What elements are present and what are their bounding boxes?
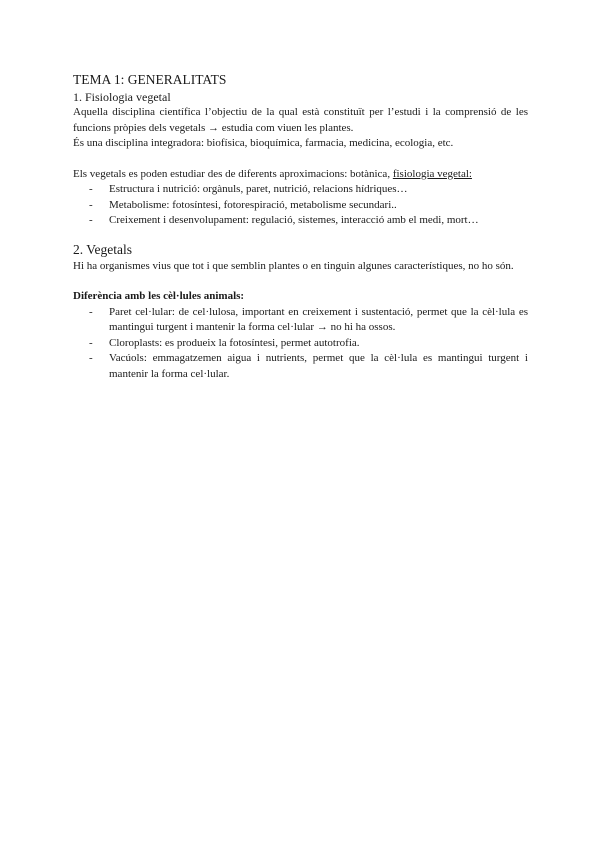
spacer <box>73 152 528 167</box>
list-item <box>73 182 528 198</box>
list-item-text: Metabolisme: fotosíntesi, fotorespiració, metabolisme secundari.. <box>109 198 397 211</box>
list-item <box>73 198 528 214</box>
bullet-dash: - <box>89 183 93 195</box>
approaches-intro: Els vegetals es poden estudiar des de diferents aproximacions: botànica, <box>73 167 393 180</box>
tema-title: TEMA 1: GENERALITATS <box>73 72 227 87</box>
section-1-title: 1. Fisiologia vegetal <box>73 90 171 104</box>
bullet-dash: - <box>89 352 93 364</box>
spacer <box>73 274 528 289</box>
section-2-paragraph-1: Hi ha organismes vius que tot i que semblin plantes o en tinguin algunes característiques, no ho són. <box>73 259 514 272</box>
document-page <box>73 71 528 382</box>
approaches-underlined: fisiologia vegetal: <box>392 167 472 180</box>
list-item-text: Creixement i desenvolupament: regulació, sistemes, interacció amb el medi, mort… <box>109 214 479 226</box>
list-item-text: Paret cel·lular: de cel·lulosa, important en creixement i sustentació, permet que la cèl·lula es mantingui turgent i mantenir la forma cel·lular → no hi ha ossos. <box>109 305 528 333</box>
list-item-text: Vacúols: emmagatzemen aigua i nutrients, permet que la cèl·lula es mantingui turgent i mantenir la forma cel·lular. <box>109 352 528 380</box>
section-1-paragraph-2: És una disciplina integradora: biofísica, bioquímica, farmacia, medicina, ecologia, etc. <box>73 137 454 149</box>
bullet-dash: - <box>89 336 93 349</box>
approaches-paragraph <box>73 167 528 183</box>
list-item <box>73 351 528 382</box>
differences-heading: Diferència amb les cèl·lules animals: <box>73 290 245 302</box>
list-item <box>73 305 528 336</box>
bullet-dash: - <box>89 214 93 226</box>
section-2-title: 2. Vegetals <box>73 241 132 257</box>
list-item <box>73 213 528 229</box>
section-1-paragraph-1: Aquella disciplina científica l’objectiu de la qual està constituït per l’estudi i la comprensió de les funcions pròpies dels vegetals → estudia com viuen les plantes. <box>73 106 528 134</box>
bullet-dash: - <box>89 198 93 211</box>
bullet-dash: - <box>89 305 93 318</box>
section-2-bullet-list <box>73 305 528 383</box>
list-item <box>73 336 528 352</box>
list-item-text: Cloroplasts: es produeix la fotosíntesi, permet autotrofia. <box>109 336 360 349</box>
list-item-text: Estructura i nutrició: orgànuls, paret, nutrició, relacions hídriques… <box>109 183 408 195</box>
section-1-bullet-list <box>73 182 528 229</box>
